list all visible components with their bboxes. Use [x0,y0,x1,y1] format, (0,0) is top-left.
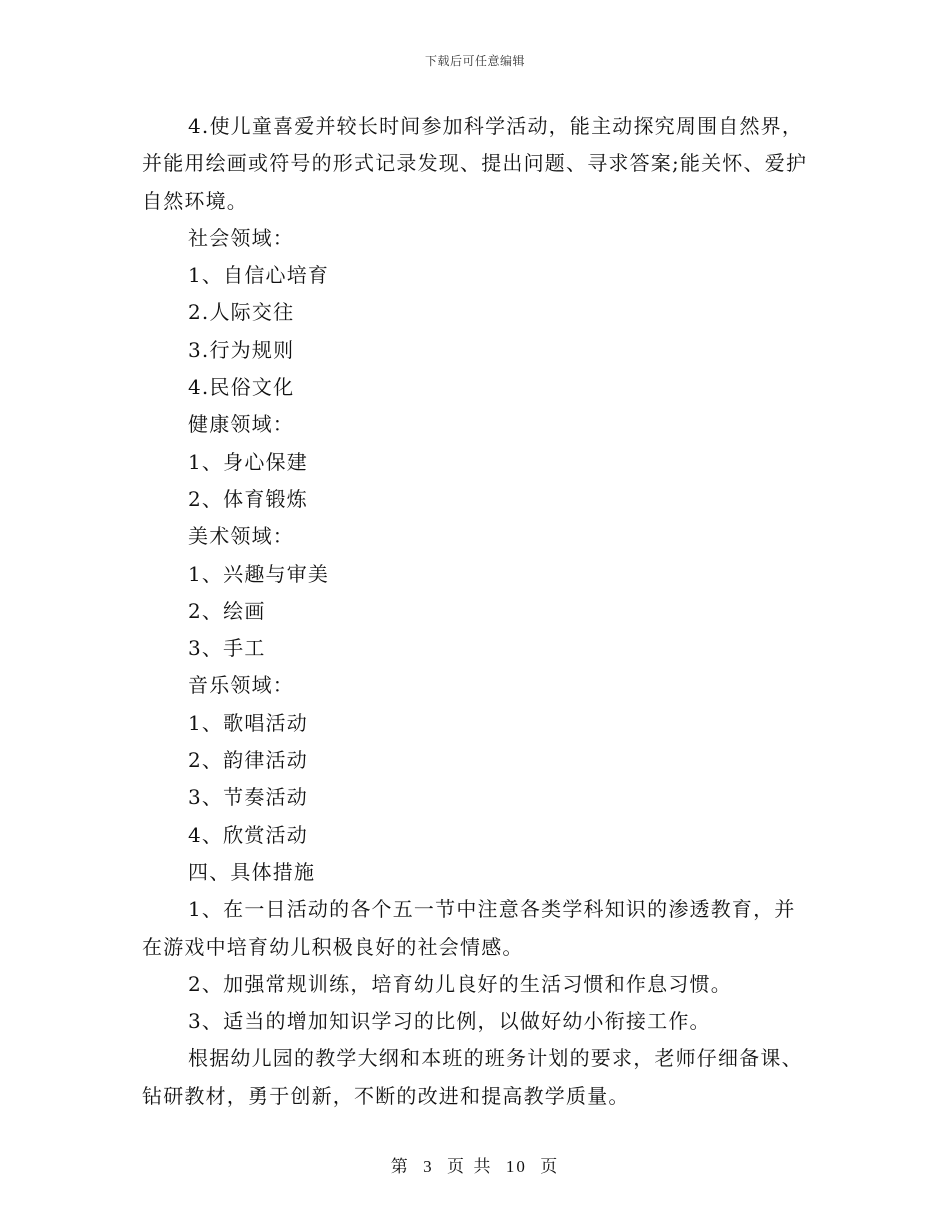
list-item: 4.民俗文化 [188,375,295,400]
list-item: 1、兴趣与审美 [188,561,330,586]
list-item: 2、韵律活动 [188,748,308,773]
section-heading-music: 音乐领域： [188,673,294,698]
measure-paragraph: 3、适当的增加知识学习的比例，以做好幼小衔接工作。 [188,1009,711,1034]
page-footer [0,1152,950,1177]
measure-paragraph: 1、在一日活动的各个五一节中注意各类学科知识的渗透教育，并在游戏中培育幼儿积极良好的社会情感。 [142,897,796,959]
document-body [142,108,812,1115]
list-item: 2、体育锻炼 [188,486,308,511]
measure-paragraph: 2、加强常规训练，培育幼儿良好的生活习惯和作息习惯。 [188,971,732,996]
list-item: 2、绘画 [188,598,266,623]
footer-prefix: 第 [390,1157,410,1177]
section-heading-social: 社会领域： [188,225,294,250]
closing-paragraph: 根据幼儿园的教学大纲和本班的班务计划的要求，老师仔细备课、钻研教材，勇于创新，不断的改进和提高教学质量。 [142,1046,803,1108]
footer-middle: 页 共 [447,1157,493,1177]
list-item: 3、节奏活动 [188,785,308,810]
section-heading-health: 健康领域： [188,412,294,437]
footer-suffix: 页 [540,1157,560,1177]
list-item: 3、手工 [188,636,266,661]
list-item: 1、身心保建 [188,449,308,474]
section-heading-measures: 四、具体措施 [188,859,316,884]
total-page-count: 10 [505,1157,527,1176]
list-item: 4、欣赏活动 [188,822,308,847]
list-item: 3.行为规则 [188,337,295,362]
header-note: 下载后可任意编辑 [424,54,525,68]
current-page-number: 3 [423,1157,434,1176]
section-heading-art: 美术领域： [188,524,294,549]
list-item: 2.人际交往 [188,300,295,325]
list-item: 1、歌唱活动 [188,710,308,735]
list-item: 1、自信心培育 [188,263,330,288]
intro-paragraph: 4.使儿童喜爱并较长时间参加科学活动，能主动探究周围自然界，并能用绘画或符号的形式记录发现、提出问题、寻求答案;能关怀、爱护自然环境。 [142,114,808,213]
